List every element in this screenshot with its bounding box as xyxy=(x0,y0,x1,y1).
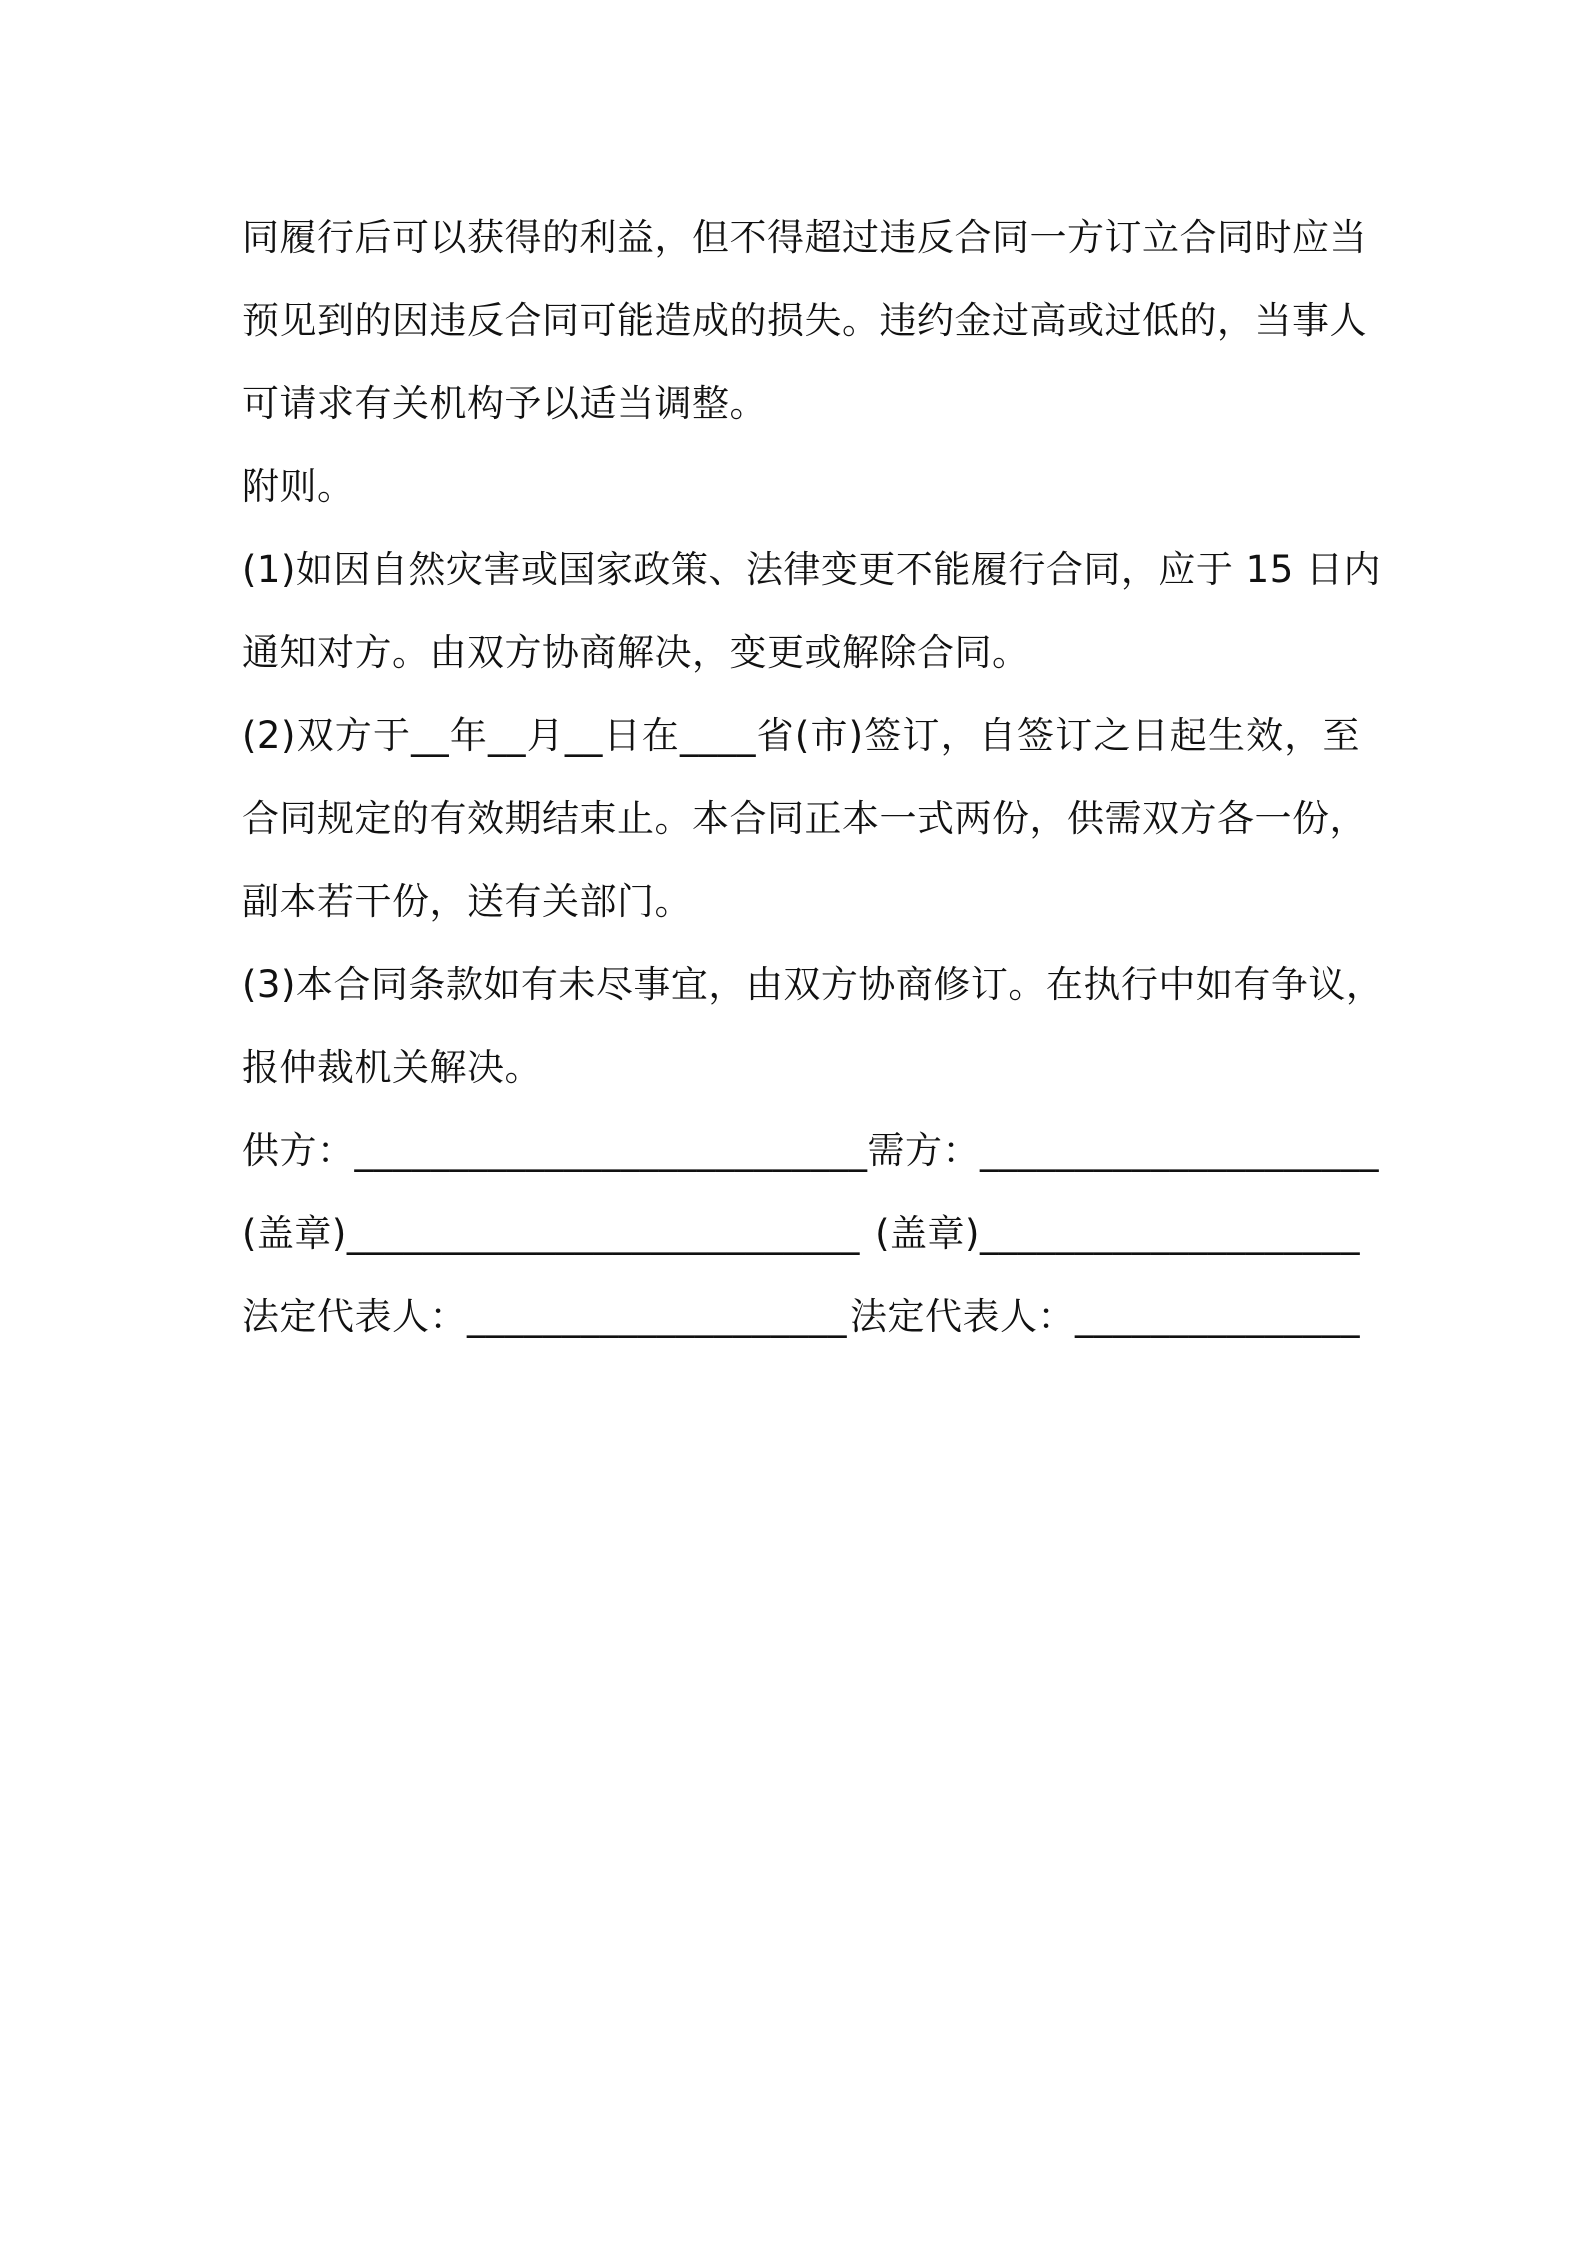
buyer-label: 需方：_____________________ xyxy=(867,1129,1379,1172)
section-heading-appendix: 附则。 xyxy=(242,465,355,508)
text-line-9: 副本若干份，送有关部门。 xyxy=(242,880,692,923)
signature-row-representative xyxy=(242,1275,1360,1358)
text-line-8: 合同规定的有效期结束止。本合同正本一式两份，供需双方各一份， xyxy=(242,797,1367,840)
text-line-11: 报仲裁机关解决。 xyxy=(242,1046,542,1089)
supplier-representative: 法定代表人：____________________ xyxy=(242,1295,847,1338)
buyer-representative: 法定代表人：_______________ xyxy=(850,1295,1360,1338)
text-line-10: (3)本合同条款如有未尽事宜，由双方协商修订。在执行中如有争议， xyxy=(242,963,1384,1006)
text-line-3: 可请求有关机构予以适当调整。 xyxy=(242,382,767,425)
text-line-7: (2)双方于__年__月__日在____省(市)签订，自签订之日起生效，至 xyxy=(242,714,1360,757)
text-line-6: 通知对方。由双方协商解决，变更或解除合同。 xyxy=(242,631,1030,674)
document-body xyxy=(242,196,1384,1358)
text-line-1: 同履行后可以获得的利益，但不得超过违反合同一方订立合同时应当 xyxy=(242,216,1367,259)
supplier-label: 供方：___________________________ xyxy=(242,1129,868,1172)
text-line-2: 预见到的因违反合同可能造成的损失。违约金过高或过低的，当事人 xyxy=(242,299,1367,342)
supplier-seal: (盖章)___________________________ xyxy=(242,1212,860,1255)
signature-row-seal xyxy=(242,1192,1360,1275)
signature-row-party xyxy=(242,1109,1379,1192)
text-line-5: (1)如因自然灾害或国家政策、法律变更不能履行合同，应于 15 日内 xyxy=(242,548,1382,591)
buyer-seal: (盖章)____________________ xyxy=(875,1212,1360,1255)
